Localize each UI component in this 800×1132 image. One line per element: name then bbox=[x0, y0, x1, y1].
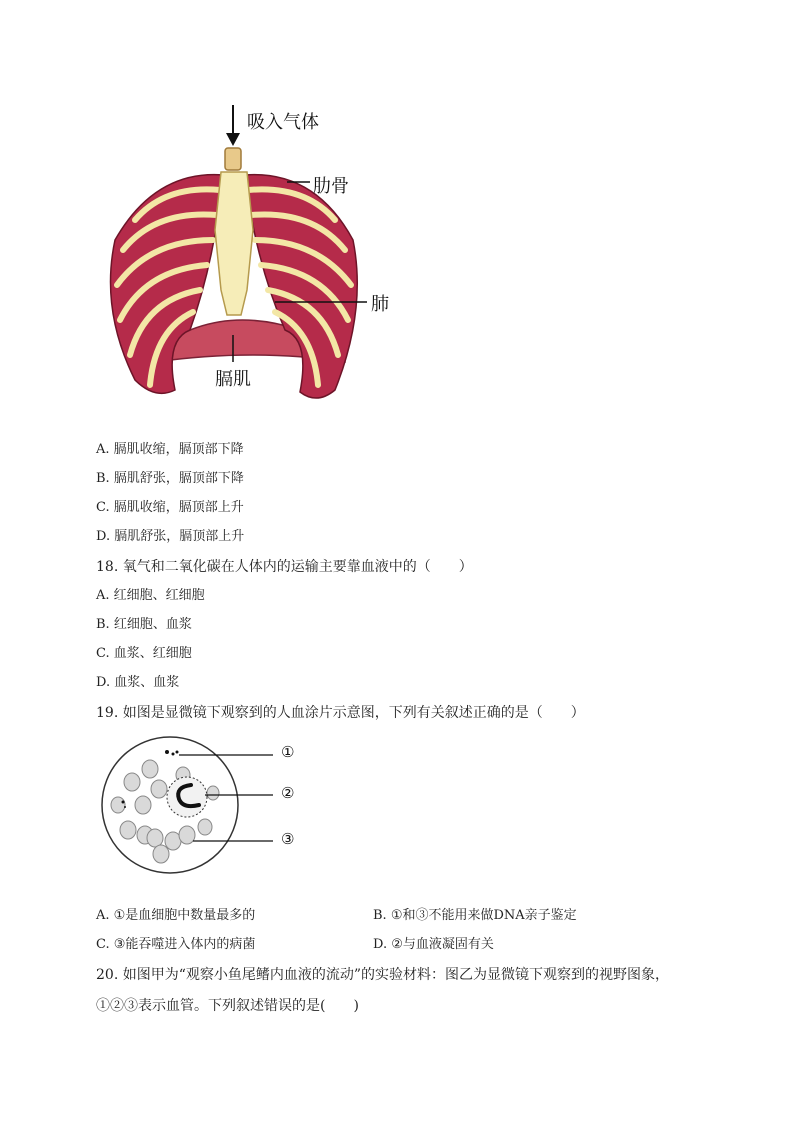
label-lung: 肺 bbox=[371, 294, 389, 315]
figure-label-1: ① bbox=[281, 743, 295, 761]
q17-option-d[interactable]: D. 膈肌舒张，膈顶部上升 bbox=[96, 529, 245, 544]
q17-option-c[interactable]: C. 膈肌收缩，膈顶部上升 bbox=[96, 500, 244, 515]
blood-smear-figure bbox=[95, 735, 335, 880]
white-blood-cell bbox=[167, 777, 207, 817]
label-rib: 肋骨 bbox=[313, 176, 349, 197]
q18-option-a[interactable]: A. 红细胞、红细胞 bbox=[96, 588, 205, 603]
q19-question: 19. 如图是显微镜下观察到的人血涂片示意图，下列有关叙述正确的是（ ） bbox=[96, 705, 585, 721]
q17-option-a[interactable]: A. 膈肌收缩，膈顶部下降 bbox=[96, 442, 244, 457]
q18-option-d[interactable]: D. 血浆、血浆 bbox=[96, 675, 180, 690]
q18-option-c[interactable]: C. 血浆、红细胞 bbox=[96, 646, 192, 661]
q19-option-c[interactable]: C. ③能吞噬进入体内的病菌 bbox=[96, 937, 256, 952]
trachea bbox=[225, 148, 241, 170]
sternum bbox=[215, 172, 253, 315]
figure-label-3: ③ bbox=[281, 830, 295, 848]
blood-smear-illustration bbox=[95, 735, 335, 880]
q20-question-line2: ①②③表示血管。下列叙述错误的是( ) bbox=[96, 998, 359, 1014]
q17-option-b[interactable]: B. 膈肌舒张，膈顶部下降 bbox=[96, 471, 244, 486]
inhale-arrow-head bbox=[226, 133, 240, 146]
q18-option-b[interactable]: B. 红细胞、血浆 bbox=[96, 617, 192, 632]
figure-label-2: ② bbox=[281, 784, 295, 802]
q19-option-a[interactable]: A. ①是血细胞中数量最多的 bbox=[96, 908, 256, 923]
q19-option-b[interactable]: B. ①和③不能用来做DNA亲子鉴定 bbox=[373, 908, 577, 923]
ribcage-figure bbox=[95, 100, 415, 420]
right-rib-muscle bbox=[245, 175, 357, 398]
left-rib-muscle bbox=[111, 175, 224, 394]
label-diaphragm: 膈肌 bbox=[215, 369, 251, 390]
label-inhale: 吸入气体 bbox=[247, 112, 319, 133]
q20-question-line1: 20. 如图甲为“观察小鱼尾鳍内血液的流动”的实验材料：图乙为显微镜下观察到的视野图象， bbox=[96, 967, 670, 983]
q18-question: 18. 氧气和二氧化碳在人体内的运输主要靠血液中的（ ） bbox=[96, 559, 473, 575]
ribcage-illustration bbox=[95, 100, 415, 420]
q19-option-d[interactable]: D. ②与血液凝固有关 bbox=[373, 937, 494, 952]
